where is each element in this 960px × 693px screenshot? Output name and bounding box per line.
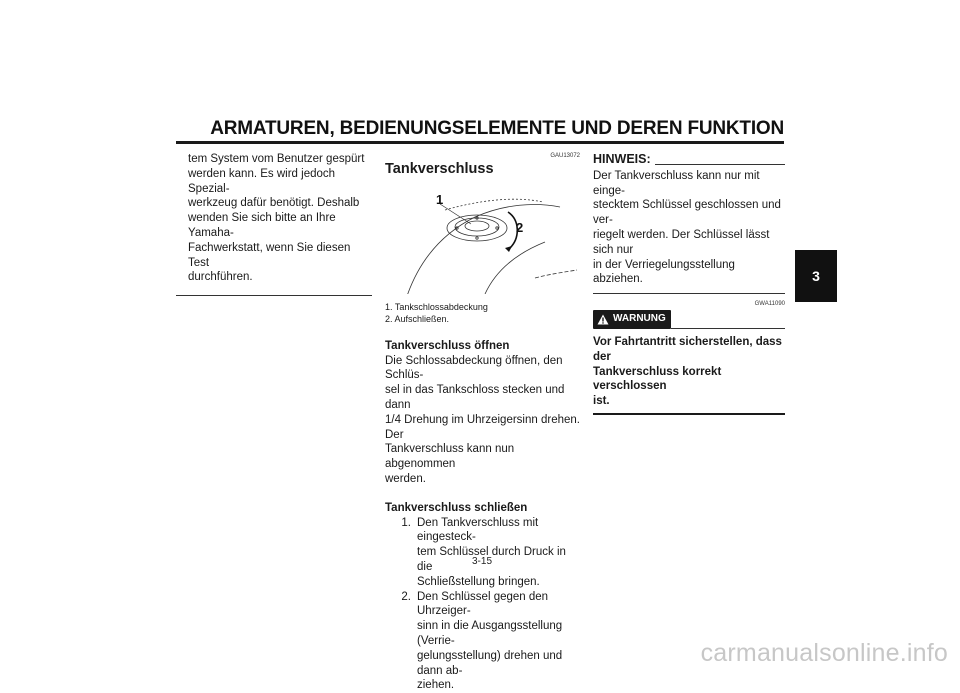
warning-badge: WARNUNG — [593, 310, 671, 329]
subheading-close: Tankverschluss schließen — [385, 501, 528, 514]
text-line: riegelt werden. Der Schlüssel lässt sich nur — [593, 228, 770, 256]
text-line: werden. — [385, 472, 426, 485]
warning-code: GWA11090 — [754, 301, 785, 308]
text-line: 1/4 Drehung im Uhrzeigersinn drehen. Der — [385, 413, 580, 441]
caption-item: 1. Tankschlossabdeckung — [385, 301, 488, 312]
text-line: stecktem Schlüssel geschlossen und ver- — [593, 199, 781, 227]
text-line: Tankverschluss korrekt verschlossen — [593, 365, 722, 393]
step-number: 2. — [401, 590, 411, 603]
text-line: Tankverschluss kann nun abgenommen — [385, 443, 515, 471]
note-heading: HINWEIS: — [593, 152, 785, 167]
cap-screw — [476, 237, 478, 239]
page-title: ARMATUREN, BEDIENUNGSELEMENTE UND DEREN FUNKTION — [210, 118, 784, 139]
text-line: wenden Sie sich bitte an Ihre Yamaha- — [188, 212, 336, 239]
warning-triangle-icon — [597, 314, 609, 325]
fuel-tank-cap-figure — [385, 182, 580, 294]
chapter-tab: 3 — [795, 250, 837, 302]
warning-heading — [593, 310, 785, 329]
text-line: Vor Fahrtantritt sicherstellen, dass der — [593, 335, 782, 363]
unlock-arrowhead — [505, 246, 512, 252]
list-item — [385, 516, 580, 590]
tank-contour — [485, 242, 545, 294]
section-code: GAU13072 — [550, 153, 580, 159]
step-text: Den Schlüssel gegen den Uhrzeiger- sinn in die Ausgangsstellung (Verrie- gelungsstellung) drehen und dann ab- ziehen. — [417, 590, 563, 692]
figure-captions — [385, 301, 580, 325]
text-line: durchführen. — [188, 271, 253, 284]
caption-item: 2. Aufschließen. — [385, 313, 450, 324]
text-line: ist. — [593, 395, 610, 408]
text-line: in der Verriegelungsstellung abziehen. — [593, 258, 735, 286]
text-line: tem System vom Benutzer gespürt — [188, 153, 365, 165]
leader-line-1 — [440, 204, 471, 224]
list-item — [385, 590, 580, 693]
cap-screw — [496, 227, 498, 229]
subheading-open: Tankverschluss öffnen — [385, 339, 510, 352]
step-text: Den Tankverschluss mit eingesteck- tem Schlüssel durch Druck in die Schließstellung bringen. — [417, 516, 566, 588]
tank-contour-dashed — [535, 270, 577, 278]
section-title: Tankverschluss — [385, 161, 494, 177]
close-steps-list — [385, 516, 580, 693]
header-rule — [176, 141, 784, 144]
step-number: 1. — [401, 516, 411, 529]
column-1-rule — [176, 295, 372, 296]
column-1 — [176, 152, 372, 296]
text-line: werden kann. Es wird jedoch Spezial- — [188, 167, 336, 195]
warning-rule — [593, 413, 785, 415]
column-3 — [593, 152, 785, 415]
column-2 — [385, 152, 580, 693]
page-number: 3-15 — [471, 556, 492, 567]
text-line: Fachwerkstatt, wenn Sie diesen Test — [188, 241, 351, 269]
figure-label-1: 1 — [436, 192, 444, 207]
text-line: werkzeug dafür benötigt. Deshalb — [188, 197, 360, 210]
text-line: sel in das Tankschloss stecken und dann — [385, 384, 565, 411]
text-line: Der Tankverschluss kann nur mit einge- — [593, 169, 760, 197]
figure-label-2: 2 — [516, 220, 524, 235]
text-line: Die Schlossabdeckung öffnen, den Schlüs- — [385, 354, 563, 382]
watermark: carmanualsonline.info — [700, 639, 948, 667]
note-rule — [593, 293, 785, 294]
